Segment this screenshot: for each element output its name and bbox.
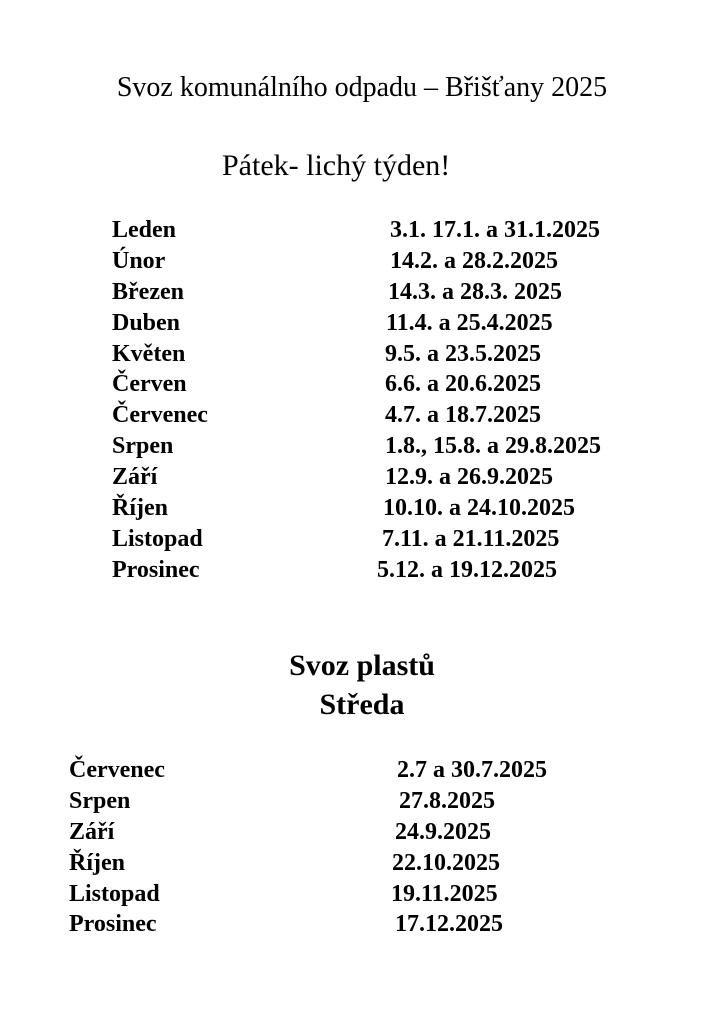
month-label: Červen <box>112 371 187 398</box>
month-label: Říjen <box>69 849 125 876</box>
collection-day-note: Pátek- lichý týden! <box>222 149 451 182</box>
schedule-row <box>112 493 672 524</box>
schedule-row <box>69 848 629 879</box>
dates-value: 7.11. a 21.11.2025 <box>382 525 560 552</box>
schedule-row <box>112 277 672 308</box>
plastic-heading: Svoz plastů <box>289 649 435 682</box>
dates-value: 19.11.2025 <box>391 880 498 907</box>
month-label: Červenec <box>69 757 165 783</box>
dates-value: 2.7 a 30.7.2025 <box>397 757 547 783</box>
dates-value: 27.8.2025 <box>399 787 495 814</box>
month-label: Březen <box>112 278 184 305</box>
month-label: Listopad <box>69 880 160 907</box>
dates-value: 10.10. a 24.10.2025 <box>383 495 575 522</box>
schedule-row <box>69 879 629 910</box>
month-label: Prosinec <box>69 911 157 938</box>
dates-value: 22.10.2025 <box>392 849 500 876</box>
schedule-row <box>112 462 672 493</box>
schedule-row <box>112 555 672 586</box>
month-label: Září <box>69 818 115 845</box>
month-label: Září <box>112 464 158 491</box>
schedule-row <box>112 524 672 555</box>
dates-value: 1.8., 15.8. a 29.8.2025 <box>385 433 601 460</box>
month-label: Srpen <box>69 787 131 814</box>
month-label: Leden <box>112 217 177 243</box>
schedule-row <box>69 909 629 940</box>
schedule-row <box>112 400 672 431</box>
schedule-row <box>112 215 672 246</box>
dates-value: 4.7. a 18.7.2025 <box>385 402 541 429</box>
month-label: Květen <box>112 340 186 367</box>
dates-value: 3.1. 17.1. a 31.1.2025 <box>390 217 600 243</box>
month-label: Prosinec <box>112 556 200 583</box>
month-label: Duben <box>112 309 181 336</box>
schedule-row <box>112 246 672 277</box>
dates-value: 11.4. a 25.4.2025 <box>386 309 553 336</box>
dates-value: 5.12. a 19.12.2025 <box>377 556 557 583</box>
dates-value: 14.2. a 28.2.2025 <box>390 247 558 274</box>
schedule-row <box>69 817 629 848</box>
dates-value: 12.9. a 26.9.2025 <box>385 464 553 491</box>
schedule-row <box>112 369 672 400</box>
waste-schedule-list <box>112 215 672 586</box>
month-label: Srpen <box>112 433 174 460</box>
dates-value: 24.9.2025 <box>395 818 491 845</box>
month-label: Únor <box>112 247 166 274</box>
schedule-row <box>112 308 672 339</box>
dates-value: 17.12.2025 <box>395 911 503 938</box>
month-label: Říjen <box>112 495 168 522</box>
dates-value: 9.5. a 23.5.2025 <box>385 340 541 367</box>
page-title: Svoz komunálního odpadu – Břišťany 2025 <box>116 72 608 103</box>
month-label: Červenec <box>112 402 208 429</box>
schedule-row <box>69 755 629 786</box>
schedule-row <box>69 786 629 817</box>
dates-value: 14.3. a 28.3. 2025 <box>388 278 562 305</box>
month-label: Listopad <box>112 525 203 552</box>
schedule-row <box>112 431 672 462</box>
schedule-row <box>112 339 672 370</box>
dates-value: 6.6. a 20.6.2025 <box>385 371 541 398</box>
plastic-day-heading: Středa <box>319 688 405 721</box>
plastic-schedule-list <box>69 755 629 940</box>
